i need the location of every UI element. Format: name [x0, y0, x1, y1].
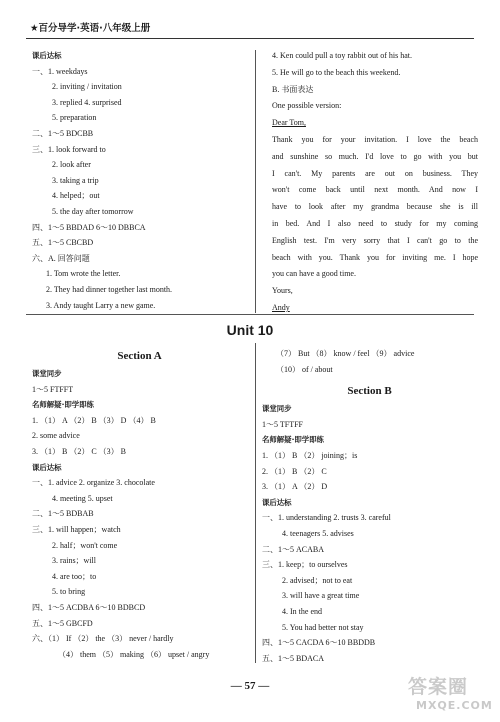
- answer-line: 1. Tom wrote the letter.: [46, 269, 121, 279]
- answer-line: 课后达标: [262, 497, 292, 507]
- answer-line: 课堂同步: [262, 404, 292, 414]
- watermark-main: 答案圈: [408, 676, 469, 698]
- section-b-column: [262, 346, 477, 666]
- answer-line: 4. are too；to: [52, 571, 97, 581]
- letter-line: I can't. My parents are out on business. They: [272, 168, 478, 178]
- answer-line: 5. the day after tomorrow: [52, 206, 134, 216]
- letter-line: and sunshine so much. I'd love to go with you but: [272, 151, 478, 161]
- answer-line: 六、A. 回答问题: [32, 253, 90, 263]
- answer-line: 四、1～5 CACDA 6～10 BBDDB: [262, 638, 376, 648]
- letter-line: One possible version:: [272, 101, 342, 111]
- answer-line: 课堂同步: [32, 369, 62, 378]
- letter-line: in bed. And I also need to study for my coming: [272, 218, 478, 228]
- letter-line: Andy: [272, 302, 290, 312]
- answer-line: （10） of / about: [276, 364, 333, 374]
- letter-line: Dear Tom,: [272, 118, 306, 128]
- letter-line: have to look after my grandma because she is ill: [272, 202, 478, 212]
- answer-line: 四、1～5 BBDAD 6～10 DBBCA: [32, 222, 146, 232]
- answer-line: （7） But （8） know / feel （9） advice: [276, 349, 415, 358]
- answer-line: 五、1～5 BDACA: [262, 653, 325, 663]
- answer-line: 2. inviting / invitation: [52, 82, 122, 92]
- answer-line: 2. advised；not to eat: [282, 575, 353, 585]
- answer-line: 四、1～5 ACDBA 6～10 BDBCD: [32, 602, 146, 612]
- answer-line: 1～5 TFTFF: [262, 419, 303, 429]
- answer-line: 名师解疑·即学即练: [32, 400, 94, 410]
- answer-line: 3. Andy taught Larry a new game.: [46, 300, 156, 310]
- answer-line: 2. look after: [52, 160, 91, 170]
- answer-line: 2. half；won't come: [52, 540, 118, 550]
- answer-line: 4. meeting 5. upset: [52, 493, 113, 503]
- letter-line: Thank you for your invitation. I love the beach: [272, 134, 478, 144]
- answer-line: 3. rains；will: [52, 556, 96, 566]
- answer-line: 二、1～5 BDBAB: [32, 509, 94, 519]
- answer-line: 3. will have a great time: [282, 591, 360, 601]
- answer-line: 3. replied 4. surprised: [52, 97, 122, 107]
- answer-line: 六、（1） If （2） the （3） never / hardly: [32, 634, 174, 644]
- answer-line: 一、1. weekdays: [32, 66, 88, 76]
- answer-line: 4. teenagers 5. advises: [282, 528, 354, 538]
- watermark-sub: MXQE.COM: [416, 699, 493, 712]
- top-left-column: [32, 48, 247, 313]
- answer-line: 二、1～5 ACABA: [262, 544, 325, 554]
- column-divider-bottom: [255, 343, 256, 663]
- answer-line: 三、1. will happen；watch: [32, 524, 121, 534]
- letter-line: won't come back until next month. And now I: [272, 185, 478, 195]
- letter-line: 4. Ken could pull a toy rabbit out of his hat.: [272, 51, 412, 60]
- header-rule: [26, 38, 474, 39]
- answer-line: 一、1. advice 2. organize 3. chocolate: [32, 478, 155, 488]
- answer-line: 1～5 FTFFT: [32, 384, 74, 394]
- answer-line: 5. preparation: [52, 113, 97, 123]
- answer-line: 2. They had dinner together last month.: [46, 284, 173, 294]
- column-divider-top: [255, 50, 256, 313]
- answer-line: 5. You had better not stay: [282, 622, 364, 632]
- answer-line: 3. （1） B （2） C （3） B: [32, 446, 127, 456]
- letter-line: beach with you. Thank you for inviting me. I hope: [272, 252, 478, 262]
- unit-title: Unit 10: [226, 322, 274, 338]
- section-divider: [26, 314, 474, 315]
- section-a-column: [32, 346, 247, 662]
- answer-line: 五、1～5 CBCBD: [32, 238, 94, 248]
- letter-line: Yours,: [272, 286, 293, 296]
- letter-line: English test. I'm very sorry that I can't go to the: [272, 235, 478, 245]
- answer-line: 4. helped；out: [52, 191, 100, 201]
- answer-line: 三、1. keep；to ourselves: [262, 560, 348, 570]
- answer-line: 4. In the end: [282, 606, 322, 616]
- letter-line: 5. He will go to the beach this weekend.: [272, 67, 401, 77]
- answer-line: 5. to bring: [52, 587, 86, 597]
- answer-line: 三、1. look forward to: [32, 144, 106, 154]
- answer-line: 二、1～5 BDCBB: [32, 128, 94, 138]
- answer-line: 2. （1） B （2） C: [262, 466, 327, 476]
- answer-line: （4） them （5） making （6） upset / angry: [58, 649, 210, 659]
- answer-line: 1. （1） B （2） joining；is: [262, 450, 358, 460]
- page-number: — 57 —: [230, 680, 270, 692]
- answer-line: 五、1～5 GBCFD: [32, 618, 93, 628]
- answer-line: 一、1. understanding 2. trusts 3. careful: [262, 513, 391, 523]
- letter-line: you can have a good time.: [272, 269, 356, 279]
- answer-line: 1. （1） A （2） B （3） D （4） B: [32, 415, 156, 425]
- answer-line: 2. some advice: [32, 431, 80, 441]
- answer-line: 3. （1） A （2） D: [262, 482, 328, 492]
- answer-line: 3. taking a trip: [52, 175, 99, 185]
- section-a-title: Section A: [117, 350, 162, 362]
- section-b-title: Section B: [347, 385, 392, 398]
- letter-line: B. 书面表达: [272, 84, 314, 94]
- answer-line: 课后达标: [32, 51, 62, 60]
- top-right-column: [272, 48, 478, 317]
- site-watermark: [408, 672, 496, 718]
- answer-line: 名师解疑·即学即练: [262, 435, 324, 445]
- book-header: ★百分导学·英语·八年级上册: [30, 23, 151, 34]
- answer-line: 课后达标: [32, 462, 62, 472]
